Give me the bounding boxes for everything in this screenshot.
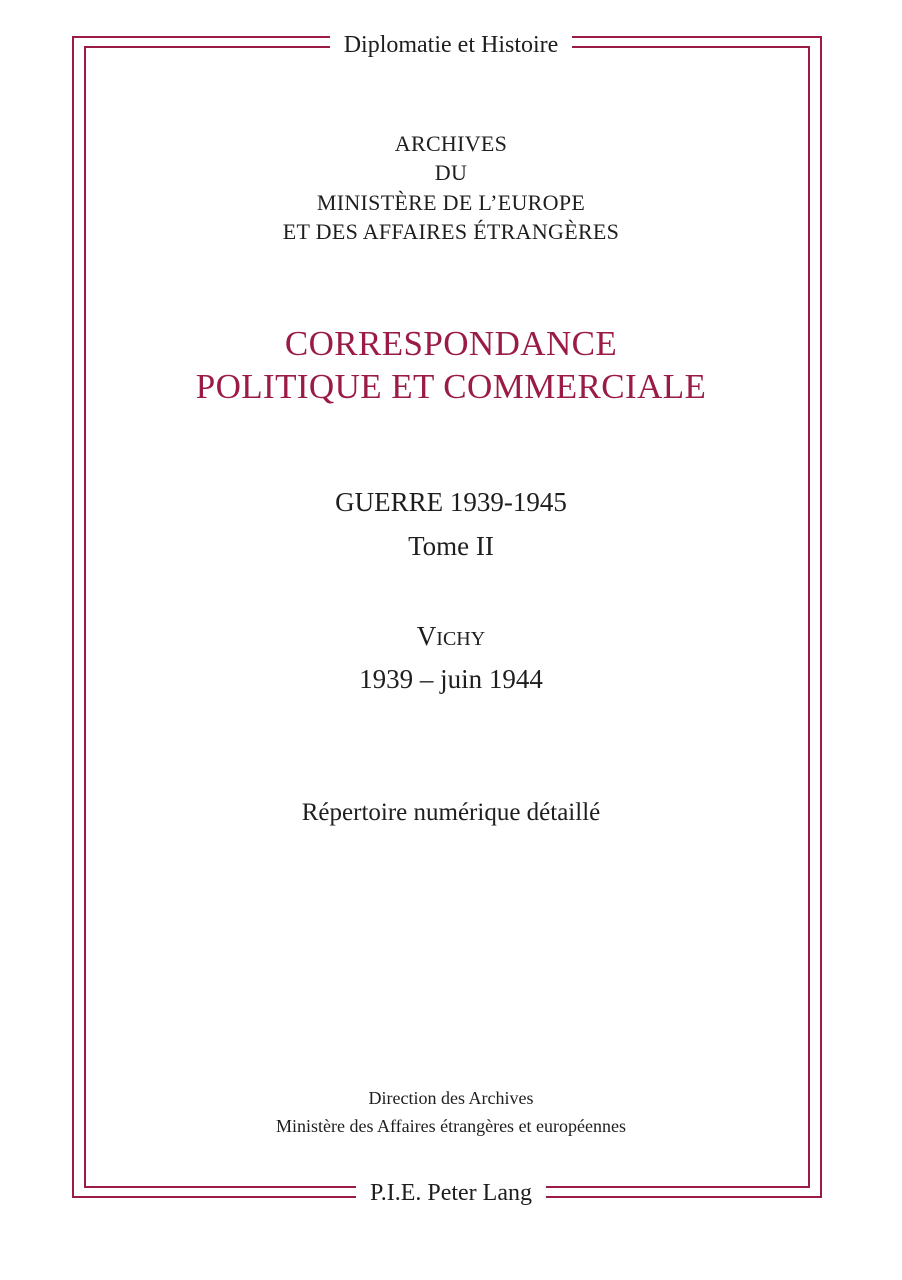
volume-place-initial: V	[416, 621, 437, 651]
book-title-line-1: CORRESPONDANCE	[284, 324, 618, 363]
series-title: Diplomatie et Histoire	[330, 28, 573, 62]
volume-place-rest: ICHY	[436, 628, 486, 650]
archives-line-2: DU	[434, 160, 468, 185]
direction-line-2: Ministère des Affaires étrangères et européennes	[275, 1116, 627, 1136]
book-title-line-2: POLITIQUE ET COMMERCIALE	[195, 367, 707, 406]
volume-place	[0, 619, 902, 656]
repertoire-subtitle: Répertoire numérique détaillé	[301, 799, 601, 826]
archives-line-4: ET DES AFFAIRES ÉTRANGÈRES	[282, 219, 620, 244]
archives-line-1: ARCHIVES	[394, 131, 508, 156]
publisher-name: P.I.E. Peter Lang	[356, 1176, 546, 1210]
archives-line-3: MINISTÈRE DE L’EUROPE	[316, 190, 586, 215]
war-period: GUERRE 1939-1945	[335, 487, 567, 517]
volume-dates: 1939 – juin 1944	[359, 664, 543, 694]
tome-number: Tome II	[408, 531, 494, 561]
direction-line-1: Direction des Archives	[368, 1088, 534, 1108]
